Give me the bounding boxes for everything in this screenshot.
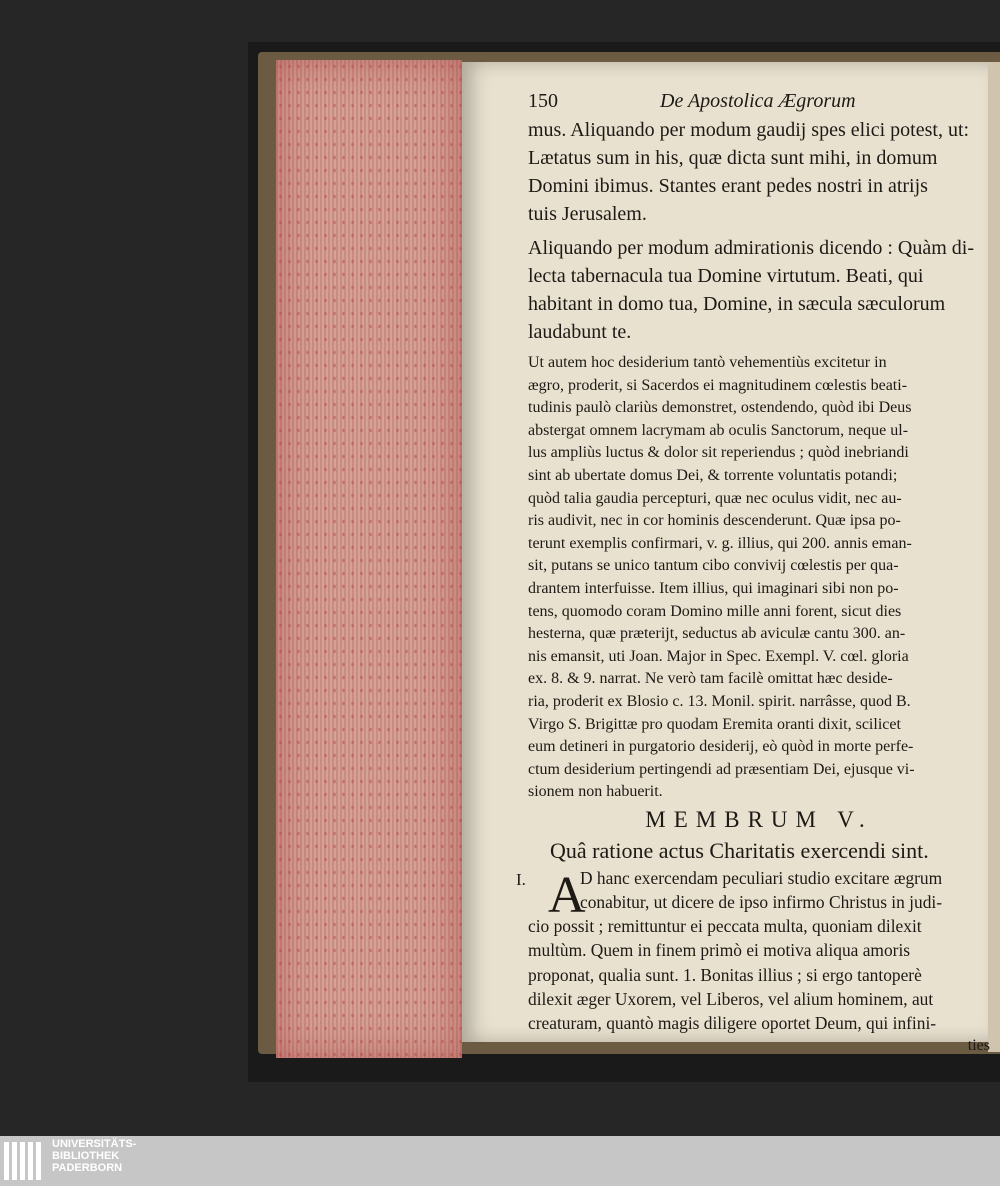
page-header xyxy=(528,90,990,116)
running-head: De Apostolica Ægrorum xyxy=(660,90,856,112)
text-line: ctum desiderium pertingendi ad præsentiam Dei, ejusque vi- xyxy=(528,760,915,778)
text-line: conabitur, ut dicere de ipso infirmo Christus in judi- xyxy=(580,892,943,913)
text-line: terunt exemplis confirmari, v. g. illius, qui 200. annis eman- xyxy=(528,534,912,552)
paragraph-3 xyxy=(528,352,990,804)
text-line: Ut autem hoc desiderium tantò vehementiùs excitetur in xyxy=(528,354,887,371)
text-line: Lætatus sum in his, quæ dicta sunt mihi, in domum xyxy=(528,147,938,169)
text-line: ex. 8. & 9. narrat. Ne verò tam facilè omittat hæc deside- xyxy=(528,670,893,688)
text-line: tudinis paulò clariùs demonstret, ostendendo, quòd ibi Deus xyxy=(528,399,912,417)
paragraph-number: I. xyxy=(516,869,526,889)
drop-cap: A xyxy=(548,866,586,924)
text-line: quòd talia gaudia percepturi, quæ nec oculus vidit, nec au- xyxy=(528,489,902,507)
text-line: ria, proderit ex Blosio c. 13. Monil. spirit. narrâsse, quod B. xyxy=(528,692,911,710)
text-line: dilexit æger Uxorem, vel Liberos, vel alium hominem, aut xyxy=(528,988,934,1009)
section-subheading: Quâ ratione actus Charitatis exercendi sint. xyxy=(550,837,929,863)
library-logo-icon xyxy=(4,1142,41,1180)
text-line: habitant in domo tua, Domine, in sæcula sæculorum xyxy=(528,293,946,315)
paragraph-1 xyxy=(528,116,990,228)
text-line: creaturam, quantò magis diligere oportet Deum, qui infini- xyxy=(528,1013,937,1034)
paragraph-4-opening xyxy=(516,866,990,924)
text-line: eum detineri in purgatorio desiderij, eò quòd in morte perfe- xyxy=(528,738,914,756)
text-line: proponat, qualia sunt. 1. Bonitas illius ; si ergo tantoperè xyxy=(528,964,922,985)
page-edge-speckle xyxy=(276,60,462,1058)
text-line: cio possit ; remittuntur ei peccata multa, quoniam dilexit xyxy=(528,916,922,937)
text-line: hesterna, quæ præterijt, seductus ab aviculæ cantu 300. an- xyxy=(528,625,906,643)
text-line: sionem non habuerit. xyxy=(528,783,663,801)
paragraph-2 xyxy=(528,234,990,346)
text-line: Aliquando per modum admirationis dicendo : Quàm di- xyxy=(528,237,975,259)
text-line: Virgo S. Brigittæ pro quodam Eremita oranti dixit, scilicet xyxy=(528,715,901,733)
text-line: nis emansit, uti Joan. Major in Spec. Exempl. V. cœl. gloria xyxy=(528,647,909,665)
library-footer xyxy=(0,1136,1000,1186)
page-text xyxy=(516,90,990,1058)
text-line: drantem interfuisse. Item illius, qui imaginari sibi non po- xyxy=(528,579,899,597)
page-number: 150 xyxy=(528,90,558,112)
text-line: sint ab ubertate domus Dei, & torrente voluntatis potandi; xyxy=(528,466,898,484)
text-line: sit, putans se unico tantum cibo convivij cœlestis per qua- xyxy=(528,557,899,575)
text-line: lus ampliùs luctus & dolor sit reperiendus ; quòd inebriandi xyxy=(528,444,909,462)
text-line: abstergat omnem lacrymam ab oculis Sanctorum, neque ul- xyxy=(528,421,909,439)
text-line: mus. Aliquando per modum gaudij spes elici potest, ut: xyxy=(528,119,970,141)
text-line: D hanc exercendam peculiari studio excitare ægrum xyxy=(580,867,943,888)
paragraph-4 xyxy=(528,914,990,1035)
section-heading: MEMBRUM V. xyxy=(645,806,873,832)
text-line: laudabunt te. xyxy=(528,321,632,343)
text-line: ris audivit, nec in cor hominis descenderunt. Quæ ipsa po- xyxy=(528,512,901,530)
text-line: Domini ibimus. Stantes erant pedes nostri in atrijs xyxy=(528,175,928,197)
text-line: multùm. Quem in finem primò ei motiva aliqua amoris xyxy=(528,940,911,961)
library-logo-text: UNIVERSITÄTS- BIBLIOTHEK PADERBORN xyxy=(52,1138,137,1174)
text-line: lecta tabernacula tua Domine virtutum. Beati, qui xyxy=(528,265,924,287)
text-line: tens, quomodo coram Domino mille anni forent, sicut dies xyxy=(528,602,902,620)
text-line: ægro, proderit, si Sacerdos ei magnitudinem cœlestis beati- xyxy=(528,376,908,394)
text-line: tuis Jerusalem. xyxy=(528,203,647,225)
catchword: ties xyxy=(967,1037,990,1055)
